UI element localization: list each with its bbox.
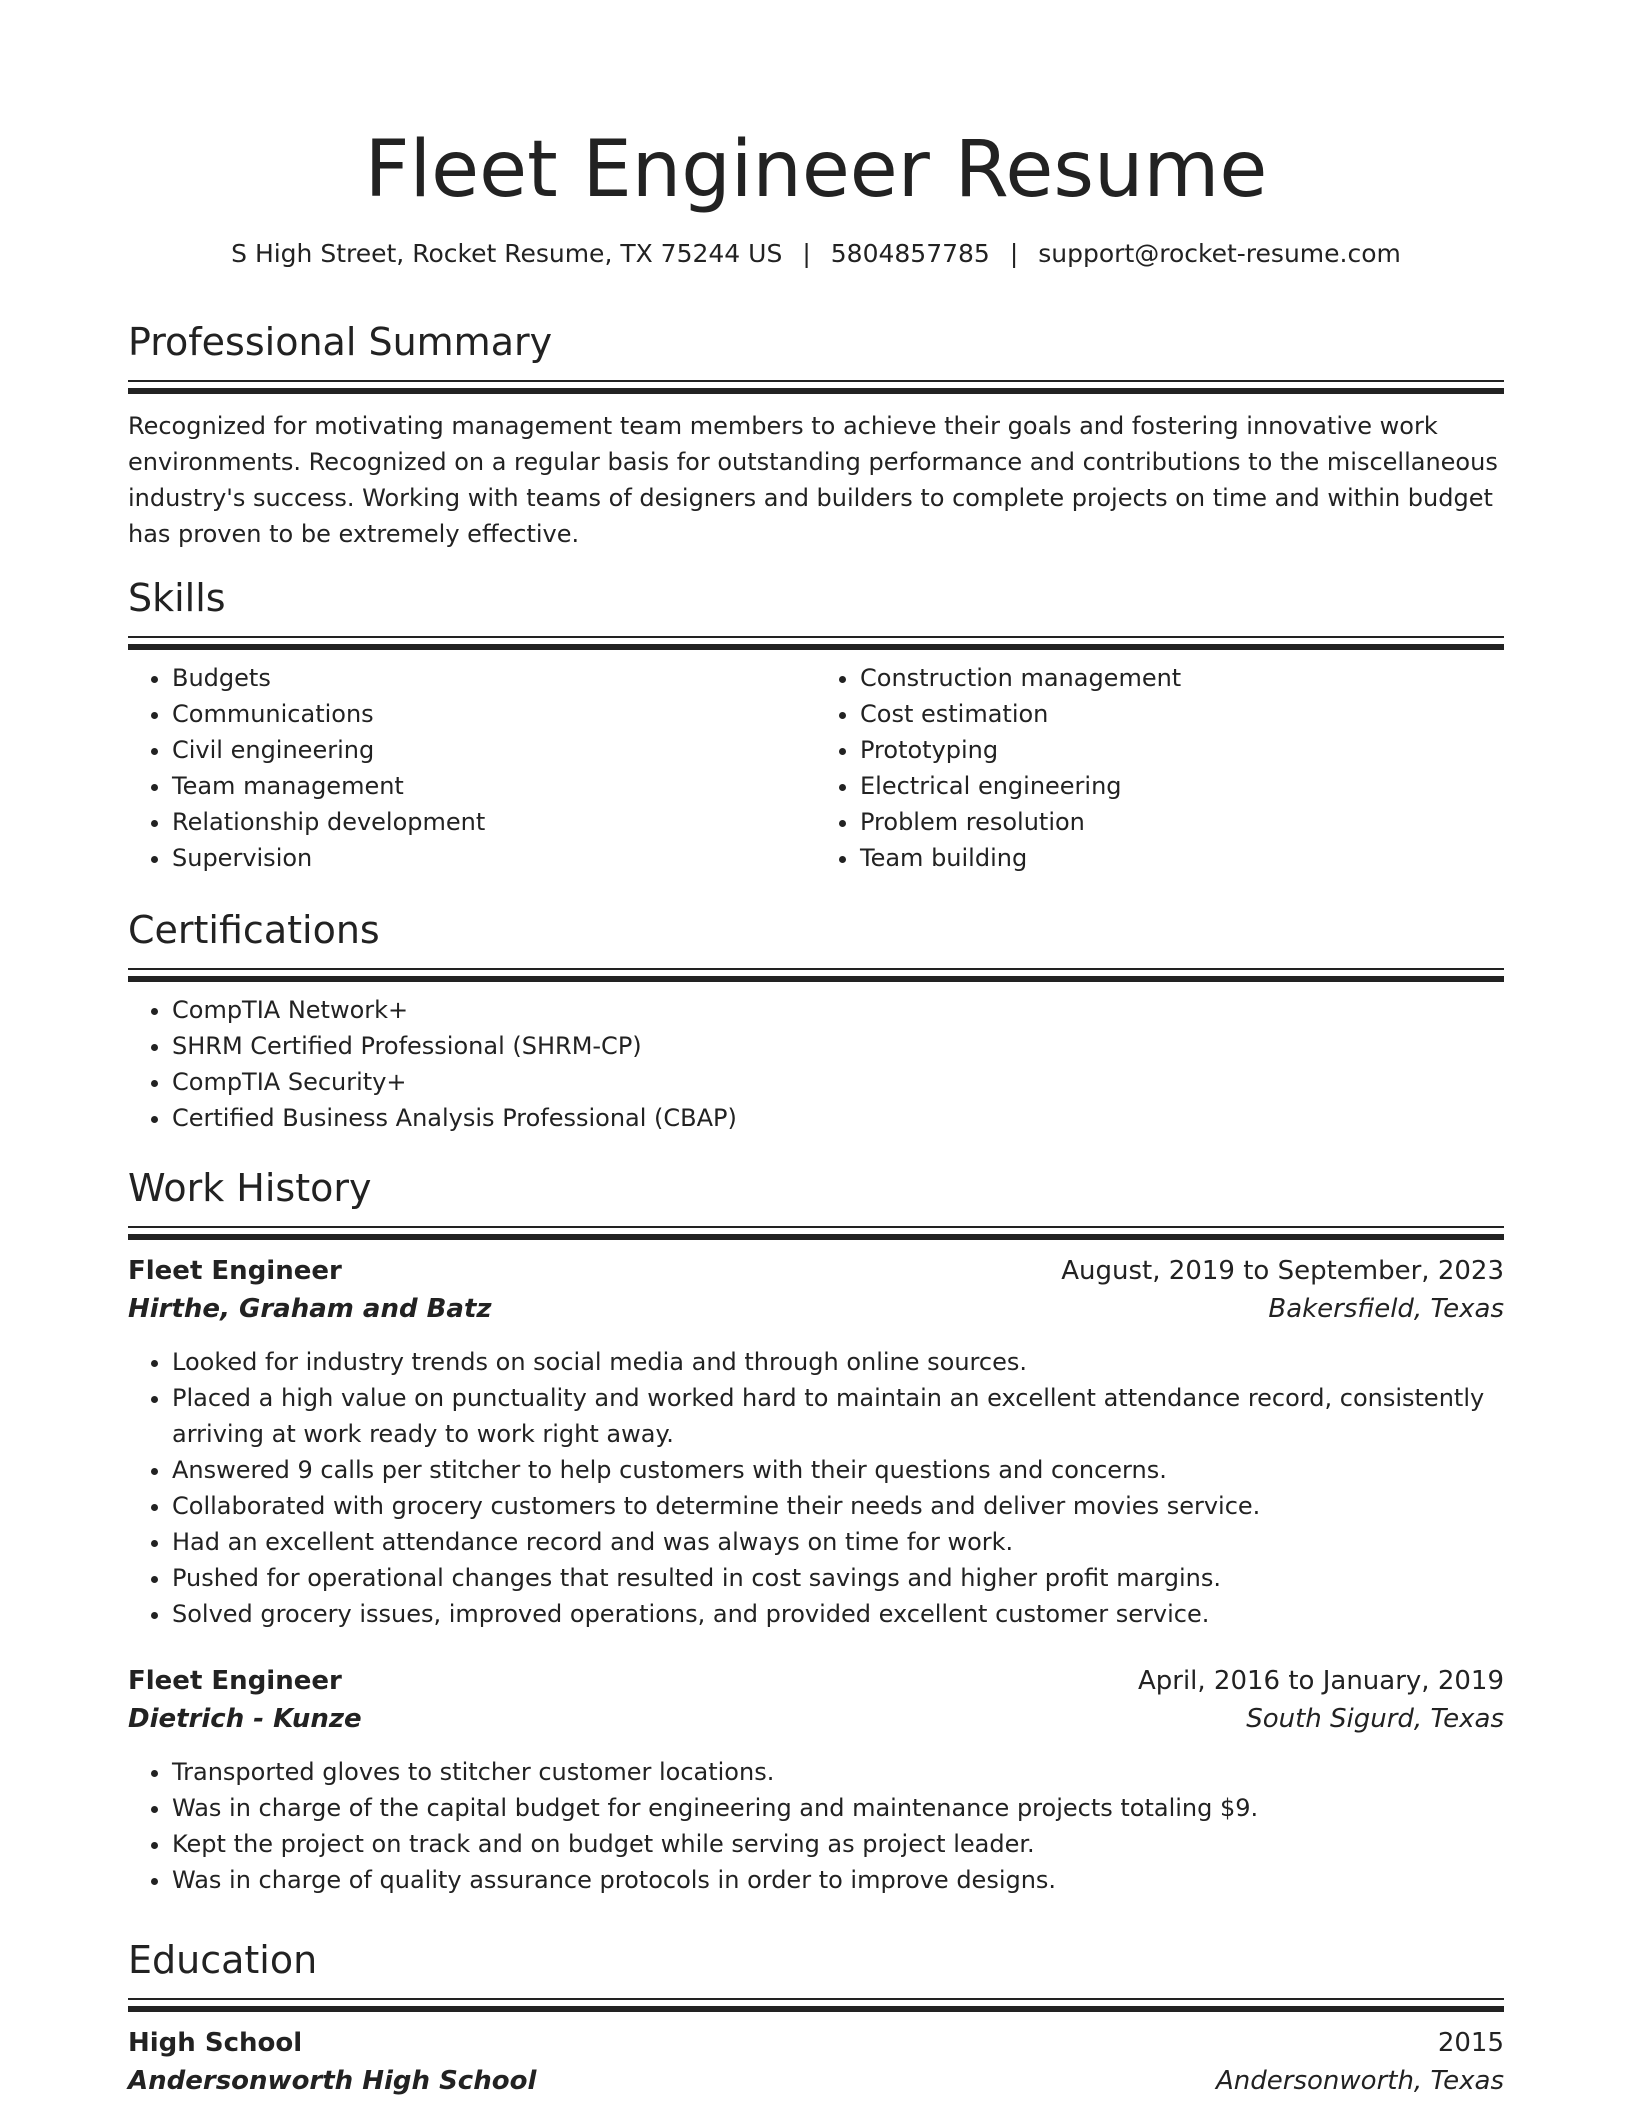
- section-divider: [128, 1998, 1504, 2006]
- contact-line: [128, 236, 1504, 272]
- summary-heading: Professional Summary: [128, 320, 553, 364]
- skill-item: • Budgets: [172, 660, 816, 696]
- work-section: [128, 1164, 1504, 1898]
- job-bullet: • Answered 9 calls per stitcher to help customers with their questions and concerns.: [172, 1452, 1504, 1488]
- contact-separator: |: [802, 239, 811, 268]
- skills-columns: [128, 644, 1504, 876]
- job-company: Dietrich - Kunze: [128, 1704, 362, 1734]
- skill-item: • Construction management: [860, 660, 1504, 696]
- job-bullet: • Looked for industry trends on social media and through online sources.: [172, 1344, 1504, 1380]
- section-divider: [128, 636, 1504, 644]
- job-bullet: • Transported gloves to stitcher customer locations.: [172, 1754, 1504, 1790]
- section-divider: [128, 968, 1504, 976]
- job-bullet: • Solved grocery issues, improved operations, and provided excellent customer service.: [172, 1596, 1504, 1632]
- contact-address: S High Street, Rocket Resume, TX 75244 US: [231, 239, 783, 268]
- skill-item: • Team management: [172, 768, 816, 804]
- job-title: Fleet Engineer: [128, 1256, 342, 1286]
- job-location: Bakersfield, Texas: [1268, 1294, 1504, 1324]
- certification-item: • CompTIA Security+: [172, 1064, 1504, 1100]
- skills-heading: Skills: [128, 576, 226, 620]
- education-location: Andersonworth, Texas: [1216, 2066, 1504, 2096]
- skill-item: • Electrical engineering: [860, 768, 1504, 804]
- skills-left-list: [128, 660, 816, 876]
- skill-item: • Cost estimation: [860, 696, 1504, 732]
- education-header: [128, 2024, 1504, 2062]
- education-heading: Education: [128, 1938, 318, 1982]
- skill-item: • Supervision: [172, 840, 816, 876]
- education-year: 2015: [1437, 2028, 1504, 2058]
- skill-item: • Civil engineering: [172, 732, 816, 768]
- job-dates: April, 2016 to January, 2019: [1137, 1666, 1504, 1696]
- job-bullet: • Was in charge of the capital budget for engineering and maintenance projects totaling $9.: [172, 1790, 1504, 1826]
- contact-separator: |: [1009, 239, 1019, 268]
- job-subheader: [128, 1290, 1504, 1328]
- certification-item: • CompTIA Network+: [172, 992, 1504, 1028]
- job-bullets: [128, 1344, 1504, 1632]
- section-divider: [128, 380, 1504, 388]
- skill-item: • Prototyping: [860, 732, 1504, 768]
- job-bullet: • Pushed for operational changes that resulted in cost savings and higher profit margins.: [172, 1560, 1504, 1596]
- job-location: South Sigurd, Texas: [1246, 1704, 1504, 1734]
- job-header: [128, 1252, 1504, 1290]
- skills-section: [128, 574, 1504, 876]
- job-bullets: [128, 1754, 1504, 1898]
- job-entry: [128, 1252, 1504, 1632]
- job-bullet: • Was in charge of quality assurance protocols in order to improve designs.: [172, 1862, 1504, 1898]
- skill-item: • Communications: [172, 696, 816, 732]
- summary-section: [128, 318, 1504, 552]
- job-header: [128, 1662, 1504, 1700]
- job-title: Fleet Engineer: [128, 1666, 342, 1696]
- contact-email: support@rocket-resume.com: [1038, 239, 1401, 268]
- skill-item: • Relationship development: [172, 804, 816, 840]
- contact-phone: 5804857785: [830, 239, 990, 268]
- resume-title: Fleet Engineer Resume: [364, 125, 1268, 215]
- job-subheader: [128, 1700, 1504, 1738]
- certification-item: • SHRM Certified Professional (SHRM-CP): [172, 1028, 1504, 1064]
- summary-text: Recognized for motivating management team members to achieve their goals and fostering innovative work environments. Recognized on a regular basis for outstanding performance and contributions to the miscellaneous industry's success. Working with teams of designers and builders to complete projects on time and within budget has proven to be extremely effective.: [128, 412, 1498, 548]
- skills-right-list: [816, 660, 1504, 876]
- skill-item: • Team building: [860, 840, 1504, 876]
- job-bullet: • Kept the project on track and on budget while serving as project leader.: [172, 1826, 1504, 1862]
- job-bullet: • Had an excellent attendance record and was always on time for work.: [172, 1524, 1504, 1560]
- education-subheader: [128, 2062, 1504, 2100]
- resume-page: [128, 0, 1504, 2096]
- skill-item: • Problem resolution: [860, 804, 1504, 840]
- job-company: Hirthe, Graham and Batz: [128, 1294, 492, 1324]
- certifications-heading: Certifications: [128, 908, 380, 952]
- certifications-list: [128, 992, 1504, 1136]
- education-entry: [128, 2024, 1504, 2100]
- work-heading: Work History: [128, 1166, 372, 1210]
- job-bullet: • Placed a high value on punctuality and worked hard to maintain an excellent attendance record, consistently arriving at work ready to work right away.: [172, 1380, 1504, 1452]
- education-section: [128, 1936, 1504, 2100]
- certification-item: • Certified Business Analysis Professional (CBAP): [172, 1100, 1504, 1136]
- job-bullet: • Collaborated with grocery customers to determine their needs and deliver movies service.: [172, 1488, 1504, 1524]
- certifications-section: [128, 906, 1504, 1136]
- education-school: Andersonworth High School: [128, 2066, 537, 2096]
- job-entry: [128, 1662, 1504, 1898]
- education-degree: High School: [128, 2028, 303, 2058]
- job-dates: August, 2019 to September, 2023: [1061, 1256, 1504, 1286]
- section-divider: [128, 1226, 1504, 1234]
